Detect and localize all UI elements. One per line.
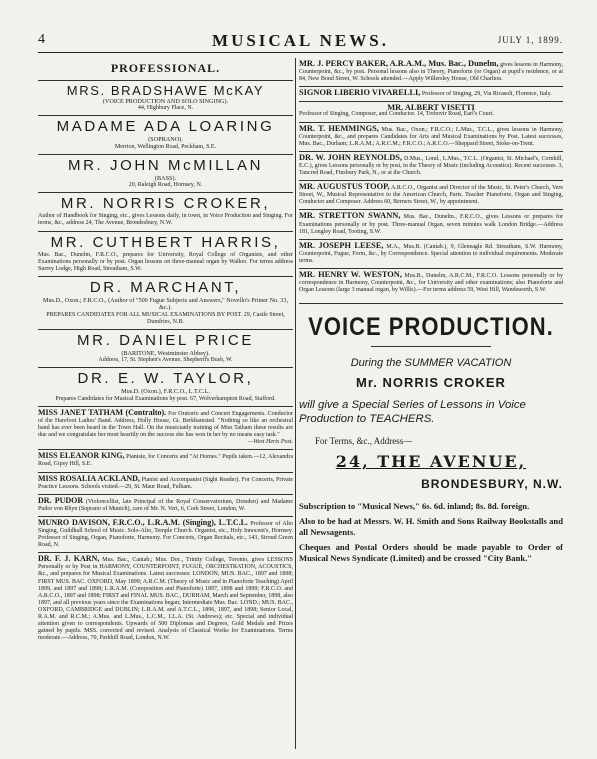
ad-lead: MISS ROSALIA ACKLAND, xyxy=(38,473,140,483)
address-line-2: BRONDESBURY, N.W. xyxy=(421,477,563,492)
series-line: will give a Special Series of Lessons in Voice Production to TEACHERS. xyxy=(299,399,526,426)
ad-lead: SIGNOR LIBERIO VIVARELLI, xyxy=(299,88,421,98)
page-number: 4 xyxy=(38,32,45,47)
terms-line: For Terms, &c., Address— xyxy=(315,436,413,447)
ad-vivarelli xyxy=(299,86,563,101)
ad-body: M.A., Mus.B. (Cantab.), 9, Gleneagle Rd. Streatham, S.W. Harmony, Counterpoint, Fugue, Form, &c., by Correspondence. Special attention to individual requirements. Moderate terms. xyxy=(299,243,564,264)
card-sub: Mus.D. (Oxon.), F.R.C.O., L.T.C.L. xyxy=(121,388,210,396)
card-body: Merrion, Wellington Road, Peckham, S.E. xyxy=(114,143,217,150)
card-body: Author of Handbook for Singing, etc., gives Lessons daily, in town, in Voice Production and Singing. For terms, &c., address 24, The Avenue, Brondesbury, N.W. xyxy=(38,213,293,227)
ad-swann xyxy=(299,209,563,238)
ad-karn xyxy=(38,552,293,645)
card-taylor xyxy=(38,367,293,405)
ad-quote: —West Herts Post. xyxy=(248,439,293,446)
ad-body: Mus. Bac., Cantab.; Mus. Doc., Trinity College, Toronto, gives LESSONS Personally or by Post in HARMONY, COUNTERPOINT, FUGUE, ORCHESTRATION, ACOUSTICS, &c., and prepares for Musical Examinations. Latest successes: LONDON, MUS. BAC., 1897 and 1898; FIRST MUS. BAC. OXFORD, May 1899; A.R.C.M. (Theory of Music and in Pianoforte Teaching) April 1899, and 1897 and 1898; L.R.A.M. (Composition and Pianoforte) 1897, 1898 and 1899; F.R.C.O. and A.R.C.O., 1897 and 1898; FIRST and FINAL MUS. BAC., DURHAM, March and September, 1898, also 1897, and all previous years since the Examinations began; Intermediate Mus. Bac. LOND.; MUS. BAC., OXFORD, CAMBRIDGE and DUBLIN; L.R.A.M. and A.T.C.L., 1896, 1897, and 1898; Senior Local, R.A.M. and R.C.M.; A.Mus. and L.Mus., L.C.M., LL.A. (St. Andrews); etc. Special and individual attention given to correspondents. Upwards of 500 Diplomas and Degrees, Gold Medals and Prizes gained by pupils. MSS. corrected and revised. Analysis of Classical Works for Examinations. Terms moderate.—Address, 70, Parkhill Road, London, N.W. xyxy=(38,557,294,642)
ad-body: Professor of Alto Singing, Guildhall School of Music. Solo-Alto, Temple Church. Organist, etc., Holy Innocent's, Hornsey. Professor of Singing, Organ, Pianoforte, Harmony. For Concerts, Organ Recitals, etc., 143, Stroud Green Road, N. xyxy=(38,520,294,549)
ad-lead: MUNRO DAVISON, F.R.C.O., L.R.A.M. (Singing), L.T.C.L. xyxy=(38,517,248,527)
right-column xyxy=(299,58,563,751)
left-column xyxy=(38,58,293,751)
subscription-note: Subscription to "Musical News," 6s. 6d. inland; 8s. 8d. foreign. xyxy=(299,501,530,512)
ad-body: For Oratorio and Concert Engagements. Conductor of the Harefoot Ladies' Band. Address, Holly House, Gt. Berkhamsted. "Nothing so like an orchestral band has ever been heard in the Town Hall. On the musicianly training of Miss Tatham these results are due and we congratulate her most heartily on the success she has won in her by no means easy task." xyxy=(38,410,294,439)
ad-body: Mus.B., Dunelm, A.R.C.M., F.R.C.O. Lessons personally or by correspondence in Harmony, Counterpoint, &c., for University and other examinations; also Pianoforte and Organ Lessons (large 3 manual organ, by Willis).—For terms address 59, West Hill, Wandsworth, S.W. xyxy=(299,272,563,294)
card-body: Mus. Bac., Dunelm, F.R.C.O., prepares for University, Royal College of Organists, and other Examinations personally or by post. Organ lessons on three-manual organ by Walker. For terms address Surrey Lodge, High Road, Streatham, S.W. xyxy=(38,251,293,273)
croker-name: Mr. NORRIS CROKER xyxy=(356,375,506,391)
ad-davison xyxy=(38,516,293,552)
page-header xyxy=(38,32,563,53)
ad-lead: MR. AUGUSTUS TOOP, xyxy=(299,182,390,192)
card-sub: (VOICE PRODUCTION AND SOLO SINGING). xyxy=(102,98,229,105)
ad-lead: DR. F. J. KARN, xyxy=(38,554,100,564)
column-divider xyxy=(295,58,296,749)
ad-hemmings xyxy=(299,122,563,151)
ad-lead: MR. J. PERCY BAKER, A.R.A.M., Mus. Bac., Dunelm, xyxy=(299,59,499,68)
card-body: 44, Highbury Place, N. xyxy=(137,105,194,112)
voice-production-title: VOICE PRODUCTION. xyxy=(308,312,554,342)
ad-body: Mus. Bac., Dunelm., F.R.C.O., gives Lessons or prepares for Examinations personally or by post. Three-manual Organ, seven minutes walk London Bridge.—Address 181, Longley Road, Tooting, S.W. xyxy=(299,214,563,235)
card-price xyxy=(38,329,293,367)
card-name: MADAME ADA LOARING xyxy=(56,118,275,136)
ad-body: Pianiste, for Concerts and "At Homes." Pupils taken.—12, Alexandra Road, Gipsy Hill, S.E. xyxy=(38,454,293,468)
ad-lead: MISS ELEANOR KING, xyxy=(38,451,125,461)
ad-pudor xyxy=(38,494,293,516)
card-mcmillan xyxy=(38,154,293,192)
ad-lead: DR. W. JOHN REYNOLDS, xyxy=(299,152,403,162)
ad-body: gives lessons in Harmony, Counterpoint, &c., by post. Personal lessons also in Theory, Pianoforte (or Organ) at pupil's residence, or at 84, New Bond Street, W. Schools attended.—Apply Willersley House, Old Charlton. xyxy=(299,62,564,83)
issue-date: JULY 1, 1899. xyxy=(497,35,563,45)
ad-reynolds xyxy=(299,151,563,180)
card-body: PREPARES CANDIDATES FOR ALL MUSICAL EXAMINATIONS BY POST. 29, Castle Street, Dumfries, N.B. xyxy=(46,311,285,325)
ad-tatham xyxy=(38,406,293,449)
card-body: Address, 17, St. Stephen's Avenue, Shepherd's Bush, W. xyxy=(98,357,233,364)
card-name: MR. JOHN McMILLAN xyxy=(67,156,264,174)
card-name: DR. E. W. TAYLOR, xyxy=(77,370,254,388)
card-body: Prepares Candidates for Musical Examinations by post. 67, Wolverhampton Road, Stafford. xyxy=(55,395,276,402)
card-name: MR. CUTHBERT HARRIS, xyxy=(50,233,281,251)
ad-lead: MR. HENRY W. WESTON, xyxy=(299,269,402,279)
card-harris xyxy=(38,231,293,277)
card-body: 20, Raleigh Road, Hornsey, N. xyxy=(128,182,203,189)
ad-body: Professor of Singing, Composer, and Conductor. 14, Trebovir Road, Earl's Court. xyxy=(299,111,494,118)
vacation-line: During the SUMMER VACATION xyxy=(350,357,512,370)
bookstall-note: Also to be had at Messrs. W. H. Smith and Sons Railway Bookstalls and all Newsagents. xyxy=(299,516,563,538)
ad-lead: MR. JOSEPH LEESE, xyxy=(299,240,384,250)
card-loaring xyxy=(38,115,293,153)
ad-lead: MR. STRETTON SWANN, xyxy=(299,211,401,221)
ad-leese xyxy=(299,239,563,268)
card-sub: (BARITONE, Westminster Abbey). xyxy=(121,350,210,358)
ad-body: A.R.C.O., Organist and Director of the Music, St. Peter's Church, Vere Street, W., Musical Representative to the American Church, Paris. Teacher Pianoforte, Organ and Singing, Conductor and Composer. Address 60, Berners Street, W., by appointment. xyxy=(299,185,563,206)
address-line-1: 24, THE AVENUE, xyxy=(335,452,527,472)
ad-body: (Violoncellist, late Principal of the Royal Conservatorium, Dresden) and Madame Pudor von Rhyn (Soprano of Munich), care of Mr. N. Vert, 6, Cork Street, London, W. xyxy=(38,498,294,512)
card-mckay xyxy=(38,80,293,115)
ad-weston xyxy=(299,268,563,297)
card-marchant xyxy=(38,276,293,329)
ad-king xyxy=(38,449,293,471)
card-name: MR. NORRIS CROKER, xyxy=(60,195,271,213)
ad-lead: MR. T. HEMMINGS, xyxy=(299,123,379,133)
ad-body: Pianist and Accompanist (Sight Reader). For Concerts, Private Practice Lessons. Schools visited.—29, St. Maur Road, Fulham. xyxy=(38,476,294,490)
ad-body: Mus. Bac., Oxon.; F.R.C.O.; L.Mus., T.C.L., gives lessons in Harmony, Counterpoint, &c., and prepares Candidates for Arts and Musical Examinations by Post. Latest successes, Mus. Bac., Durham; L.R.A.M.; A.R.C.M.; F.R.C.O.; A.R.C.O.—Sheppard Street, Stoke-on-Trent. xyxy=(299,126,563,147)
ad-body: Professor of Singing, 29, Via Ricasoli, Florence, Italy. xyxy=(421,91,552,98)
card-name: MRS. BRADSHAWE McKAY xyxy=(66,83,265,98)
ad-lead: MR. ALBERT VISETTI xyxy=(387,103,475,113)
ad-ackland xyxy=(38,472,293,494)
publication-title: MUSICAL NEWS. xyxy=(212,31,389,50)
card-sub: (SOPRANO). xyxy=(148,136,183,144)
ad-toop xyxy=(299,180,563,209)
card-sub: Mus.D., Oxon.; F.R.C.O., (Author of "500 Fugue Subjects and Answers," Novello's Primer No. 33, &c.). xyxy=(42,297,289,312)
card-croker xyxy=(38,192,293,230)
card-sub: (BASS). xyxy=(154,174,177,182)
ad-baker xyxy=(299,58,563,86)
section-title: PROFESSIONAL. xyxy=(110,61,221,75)
ad-lead: MISS JANET TATHAM (Contralto). xyxy=(38,407,167,417)
voice-production-ad xyxy=(299,303,563,491)
card-name: MR. DANIEL PRICE xyxy=(77,332,254,350)
ad-lead: DR. PUDOR xyxy=(38,495,84,505)
ad-visetti xyxy=(299,101,563,121)
ad-body: D.Mus., Lond., L.Mus., T.C.L. (Organist, St. Michael's, Cornhill, E.C.), gives Lessons personally or by post, in the Theory of Music (including Acoustics). Recent successes. 3, Tancred Road, Finsbury Park, N., or at the Church. xyxy=(299,155,564,177)
card-name: DR. MARCHANT, xyxy=(89,279,242,297)
cheques-note: Cheques and Postal Orders should be made payable to Order of Musical News Syndicate (Limited) and be crossed "City Bank." xyxy=(299,542,563,564)
ornamental-rule xyxy=(371,346,491,347)
